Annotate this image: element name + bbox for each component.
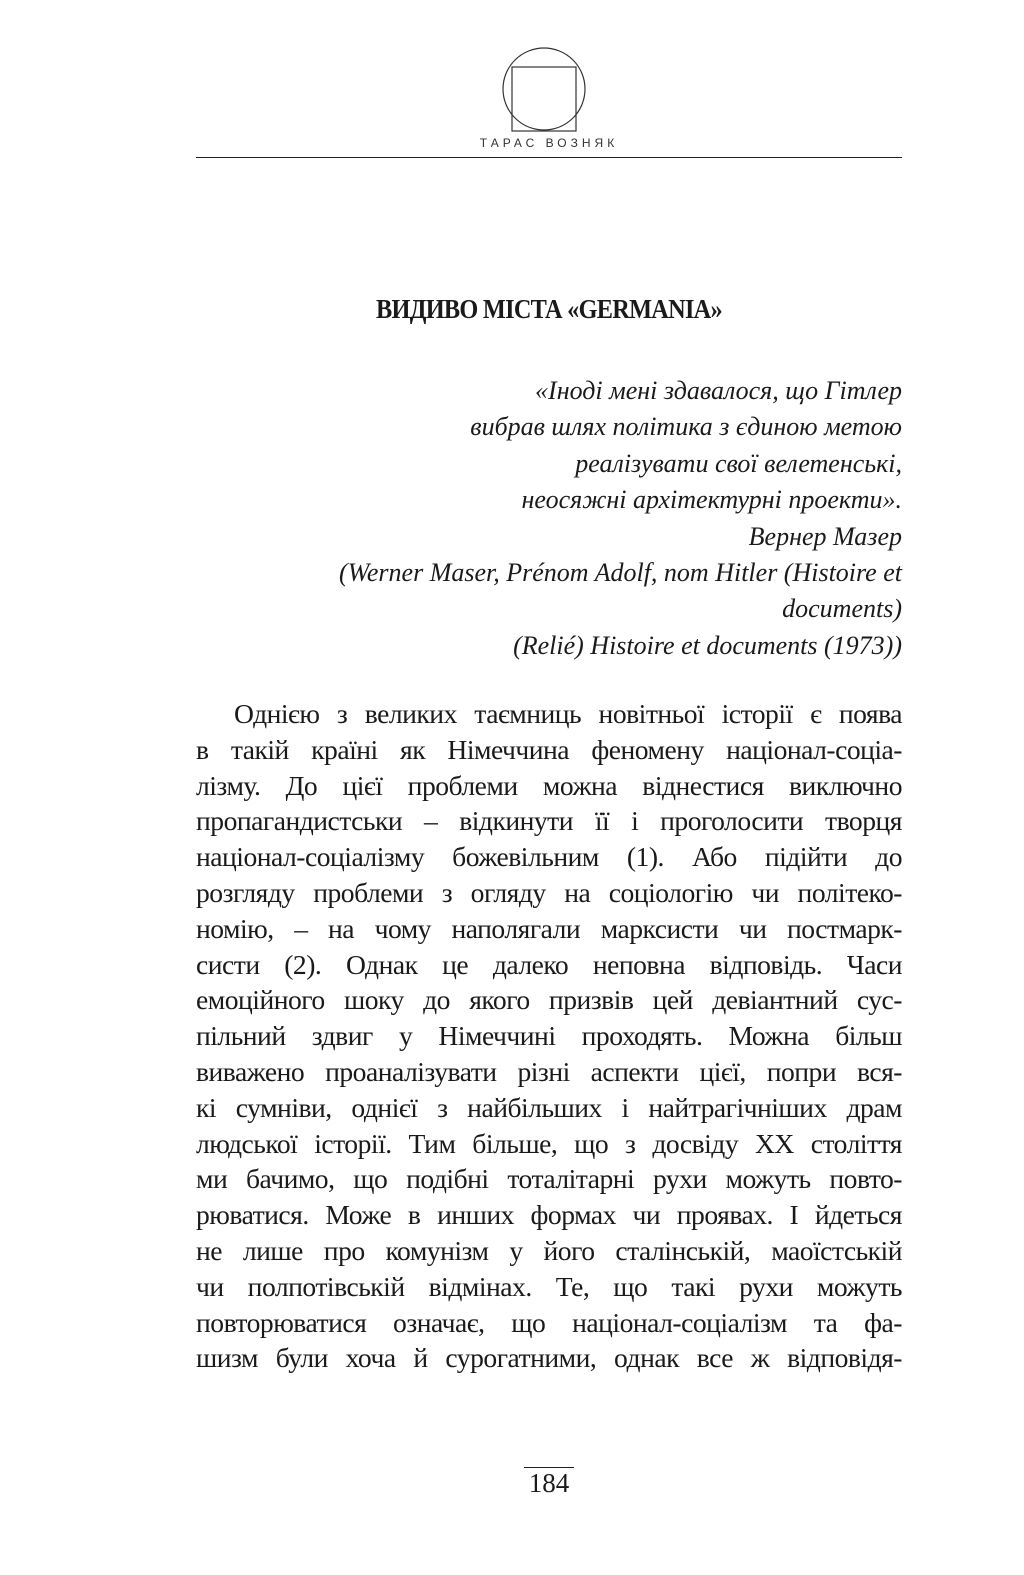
body-line: повторюватися означає, що націонал-соціалізм та фа- [196, 1306, 902, 1338]
body-line: пропагандистськи – відкинути її і проголосити творця [196, 805, 902, 837]
body-line: номію, – на чому наполягали марксисти чи постмарк- [196, 912, 902, 944]
epigraph-author: Вернер Мазер [748, 521, 902, 551]
body-line: пільний здвиг у Німеччині проходять. Можна більш [196, 1020, 902, 1052]
epigraph-line: вибрав шлях політика з єдиною метою [470, 412, 902, 442]
body-line: ми бачимо, що подібні тоталітарні рухи можуть повто- [196, 1163, 902, 1195]
body-line: рюватися. Може в инших формах чи проявах. І йдеться [196, 1199, 902, 1231]
epigraph-line: реалізувати свої велетенські, [575, 448, 902, 478]
epigraph-source: documents) [782, 594, 902, 624]
epigraph [222, 373, 902, 664]
body-line: Однією з великих таємниць новітньої історії є поява [234, 698, 902, 729]
body-line: лізму. До цієї проблеми можна віднестися виключно [196, 769, 902, 801]
circle-square-emblem-icon [501, 46, 587, 132]
chapter-title: ВИДИВО МІСТА «GERMANIA» [376, 294, 722, 324]
header-divider [196, 157, 902, 158]
body-line: розгляду проблеми з огляду на соціологію чи політеко- [196, 876, 902, 908]
body-line: кі сумніви, однієї з найбільших і найтрагічніших драм [196, 1091, 902, 1123]
page-number: 184 [528, 1468, 570, 1498]
epigraph-line: неосяжні архітектурні проекти». [521, 485, 902, 515]
body-line: чи полпотівській відмінах. Те, що такі рухи можуть [196, 1270, 902, 1302]
body-line: систи (2). Однак це далеко неповна відповідь. Часи [196, 948, 902, 980]
body-line: шизм були хоча й сурогатними, однак все ж відповідя- [196, 1342, 902, 1374]
body-paragraph [196, 696, 902, 1376]
running-head: ТАРАС ВОЗНЯК [479, 136, 619, 150]
epigraph-source: (Werner Maser, Prénom Adolf, nom Hitler (Histoire et [338, 558, 902, 588]
body-line: емоційного шоку до якого призвів цей девіантний сус- [196, 984, 902, 1016]
body-line: націонал-соціалізму божевільним (1). Або підійти до [196, 841, 902, 873]
body-line: в такій країні як Німеччина феномену націонал-соціа- [196, 733, 902, 765]
body-line: виважено проаналізувати різні аспекти цієї, попри вся- [196, 1055, 902, 1087]
body-line: людської історії. Тим більше, що з досвіду XX століття [196, 1127, 902, 1159]
epigraph-line: «Іноді мені здавалося, що Гітлер [535, 376, 902, 405]
body-line: не лише про комунізм у його сталінській, маоїстській [196, 1234, 902, 1266]
epigraph-source: (Relié) Histoire et documents (1973)) [513, 630, 902, 660]
